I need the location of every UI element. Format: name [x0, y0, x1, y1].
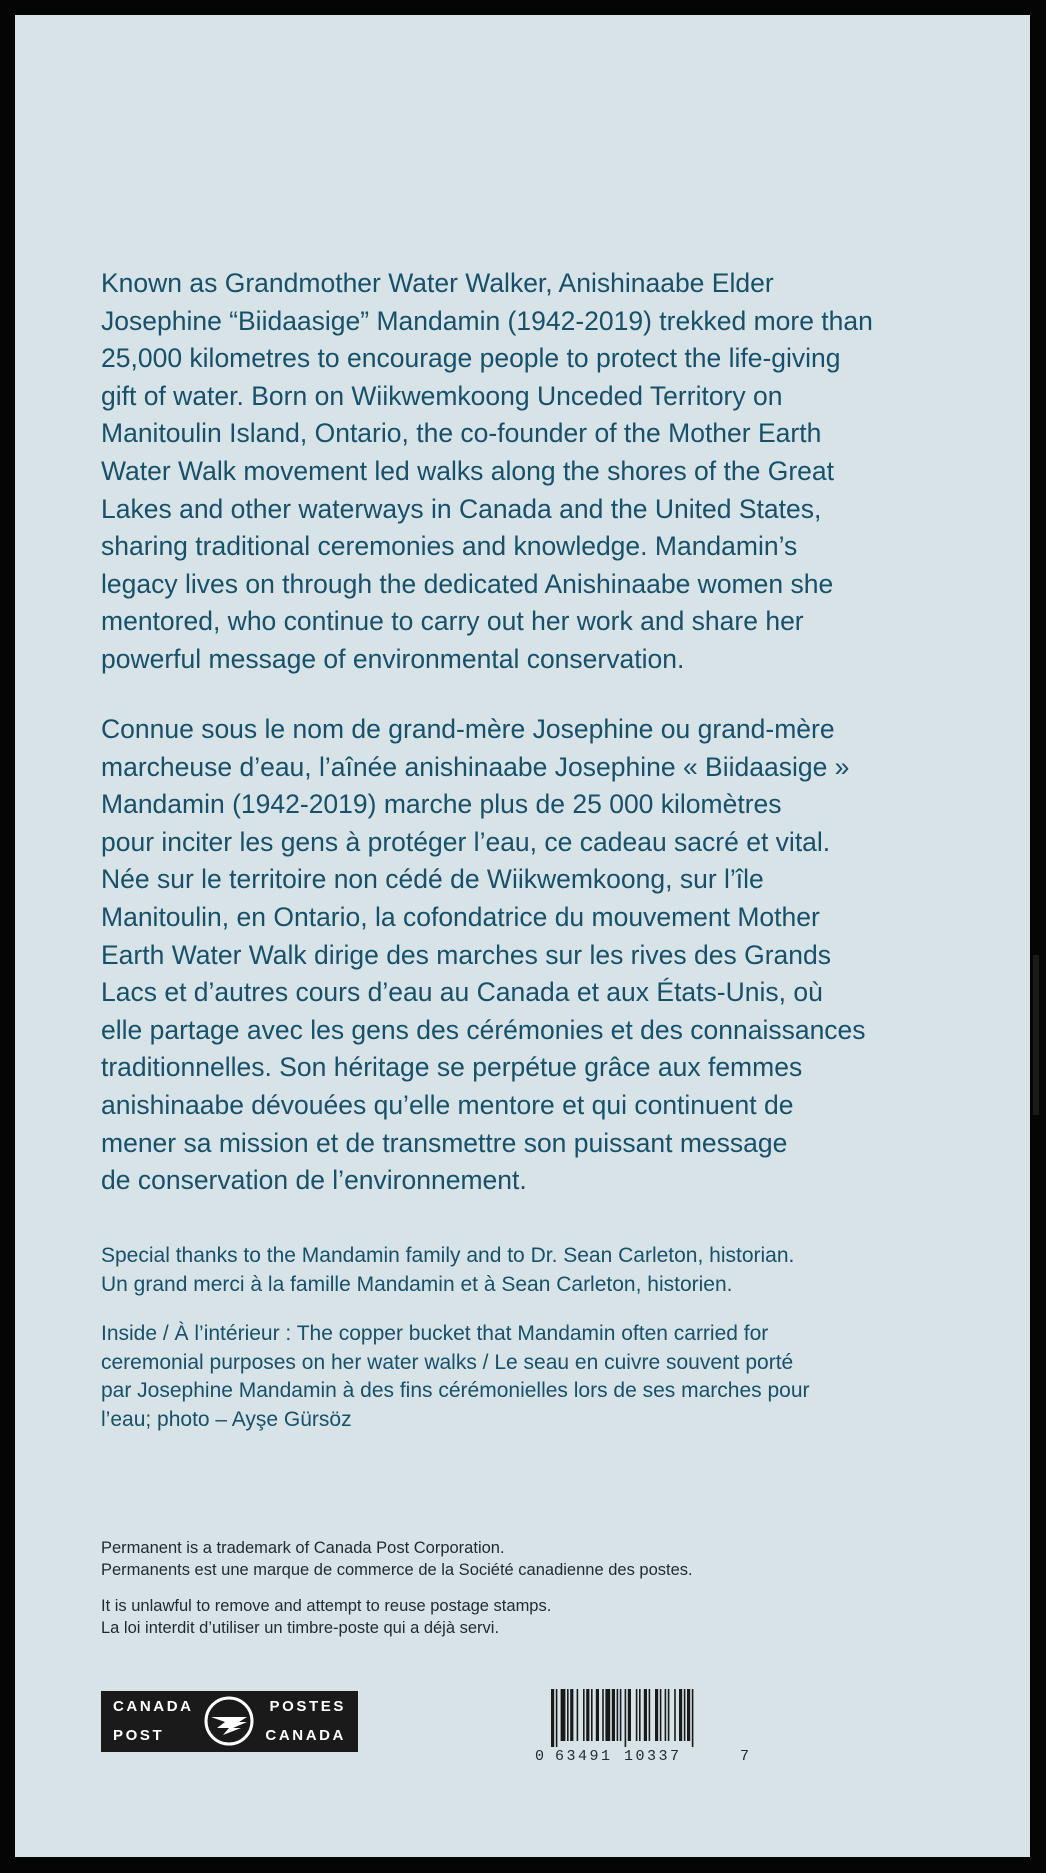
- barcode-lead-digit: 0: [535, 1748, 545, 1765]
- barcode-bar: [567, 1689, 569, 1741]
- barcode-bar: [660, 1689, 662, 1741]
- acknowledgements: Special thanks to the Mandamin family and to Dr. Sean Carleton, historian. Un grand merci à la famille Mandamin et à Sean Carleton, historien.: [101, 1244, 795, 1296]
- barcode-bar: [612, 1689, 615, 1741]
- logo-text-post: POST: [113, 1727, 165, 1744]
- barcode-bar: [655, 1689, 658, 1741]
- booklet-back-cover: [15, 15, 1030, 1857]
- barcode-bar: [556, 1689, 558, 1747]
- logo-text-postes: POSTES: [269, 1698, 346, 1715]
- barcode-bar: [668, 1689, 670, 1741]
- barcode-bar: [551, 1689, 554, 1747]
- barcode-bar: [577, 1689, 579, 1741]
- barcode-bar: [639, 1689, 641, 1741]
- barcode-bar: [679, 1689, 682, 1741]
- barcode-bar: [649, 1689, 651, 1741]
- edge-shadow: [1033, 955, 1039, 1115]
- barcode-main-digits: 63491 10337: [555, 1748, 682, 1765]
- trademark-notice: Permanent is a trademark of Canada Post Corporation. Permanents est une marque de commerce de la Société canadienne des postes.: [101, 1539, 693, 1579]
- barcode-bar: [561, 1689, 566, 1741]
- upc-barcode: [535, 1687, 755, 1767]
- barcode-bar: [625, 1689, 627, 1747]
- barcode-bar: [591, 1689, 593, 1741]
- reuse-notice: It is unlawful to remove and attempt to reuse postage stamps. La loi interdit d’utiliser un timbre-poste qui a déjà servi.: [101, 1597, 552, 1637]
- barcode-bar: [684, 1689, 686, 1741]
- barcode-bar: [602, 1689, 604, 1741]
- barcode-bar: [644, 1689, 647, 1741]
- description-english: Known as Grandmother Water Walker, Anishinaabe Elder Josephine “Biidaasige” Mandamin (1942-2019) trekked more than 25,000 kilometres to encourage people to protect the life-giving gift of water. Born on Wiikwemkoong Unceded Territory on Manitoulin Island, Ontario, the co-founder of the Mother Earth Water Walk movement led walks along the shores of the Great Lakes and other waterways in Canada and the United States, sharing traditional ceremonies and knowledge. Mandamin’s legacy lives on through the dedicated Anishinaabe women she mentored, who continue to carry out her work and share her powerful message of environmental conservation.: [101, 268, 873, 674]
- barcode-bar: [583, 1689, 585, 1741]
- barcode-bar: [596, 1689, 599, 1741]
- barcode-bar: [628, 1689, 631, 1741]
- barcode-bar: [665, 1689, 667, 1741]
- logo-text-canada-en: CANADA: [113, 1698, 194, 1715]
- barcode-bar: [605, 1689, 610, 1741]
- inside-photo-caption: Inside / À l’intérieur : The copper bucket that Mandamin often carried for ceremonial purposes on her water walks / Le seau en cuivre souvent porté par Josephine Mandamin à des fins cérémonielles lors de ses marches pour l’eau; photo – Ayşe Gürsöz: [101, 1322, 810, 1431]
- description-french: Connue sous le nom de grand-mère Josephine ou grand-mère marcheuse d’eau, l’aînée anishinaabe Josephine « Biidaasige » Mandamin (1942-2019) marche plus de 25 000 kilomètres pour inciter les gens à protéger l’eau, ce cadeau sacré et vital. Née sur le territoire non cédé de Wiikwemkoong, sur l’île Manitoulin, en Ontario, la cofondatrice du mouvement Mother Earth Water Walk dirige des marches sur les rives des Grands Lacs et d’autres cours d’eau au Canada et aux États-Unis, où elle partage avec les gens des cérémonies et des connaissances traditionnelles. Son héritage se perpétue grâce aux femmes anishinaabe dévouées qu’elle mentore et qui continuent de mener sa mission et de transmettre son puissant message de conservation de l’environnement.: [101, 714, 866, 1196]
- barcode-bar: [674, 1689, 676, 1741]
- logo-text-canada-fr: CANADA: [265, 1727, 346, 1744]
- barcode-bar: [636, 1689, 638, 1741]
- barcode-check-digit: 7: [740, 1748, 750, 1765]
- barcode-bar: [620, 1689, 622, 1741]
- canada-post-eagle-icon: [203, 1695, 255, 1747]
- barcode-bar: [570, 1689, 573, 1741]
- barcode-bar: [617, 1689, 619, 1741]
- barcode-bar: [687, 1689, 690, 1741]
- barcode-bars: [535, 1687, 755, 1747]
- canada-post-logo: [101, 1691, 358, 1752]
- barcode-bar: [692, 1689, 694, 1747]
- barcode-bar: [586, 1689, 589, 1741]
